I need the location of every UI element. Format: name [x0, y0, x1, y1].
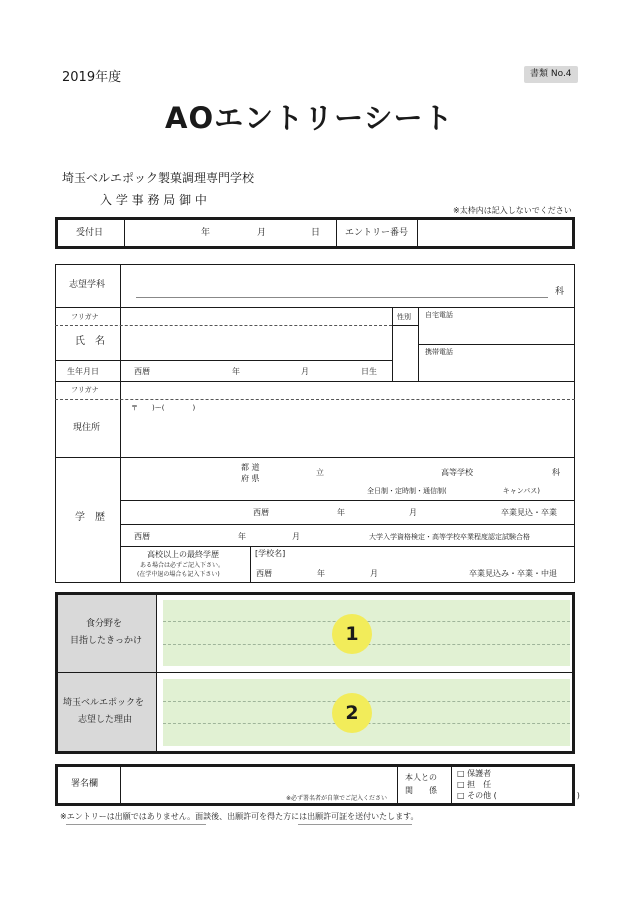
doc-number: 書類 No.4 [530, 69, 572, 79]
postal-code: 〒 )ー( ) [131, 404, 196, 412]
hs-grad-year: 年 [337, 508, 345, 517]
relation-label-line2: 関 係 [405, 786, 437, 795]
q2-label-line2: 志望した理由 [78, 715, 133, 725]
school-name: 埼玉ベルエポック製菓調理専門学校 [62, 171, 255, 185]
exam-month: 月 [292, 532, 300, 541]
hs-grad-status: 卒業見込・卒業 [501, 508, 557, 517]
name-input[interactable] [122, 327, 390, 359]
form-year: 2019年度 [62, 70, 122, 85]
final-grad-status: 卒業見込み・卒業・中退 [469, 569, 557, 578]
relation-teacher-checkbox[interactable]: □ 担 任 [457, 780, 492, 789]
establishment: 立 [316, 468, 324, 477]
final-education-label: 高校以上の最終学歴 [147, 550, 219, 559]
hs-grad-month: 月 [409, 508, 417, 517]
course-types: 全日制・定時制・通信制( キャンパス) [367, 487, 540, 495]
bold-frame-note: ※太枠内は記入しないでください [453, 206, 572, 215]
q1-marker: 1 [332, 614, 372, 654]
birth-label: 生年月日 [67, 367, 99, 376]
dept-suffix: 科 [555, 287, 565, 297]
education-label: 学 歴 [75, 512, 105, 523]
hs-grad-era: 西暦 [253, 508, 269, 517]
high-school-dept: 科 [552, 468, 560, 477]
receipt-year: 年 [201, 228, 211, 238]
birth-day-suffix: 日生 [361, 367, 377, 376]
address-label: 現住所 [73, 423, 101, 433]
final-year: 年 [317, 569, 325, 578]
final-era: 西暦 [256, 569, 272, 578]
office-name: 入 学 事 務 局 御 中 [100, 193, 207, 207]
mobile-phone-label: 携帯電話 [425, 348, 453, 356]
birth-year: 年 [232, 367, 240, 376]
gender-label: 性別 [397, 313, 411, 321]
birth-era: 西暦 [134, 367, 150, 376]
receipt-day: 日 [311, 228, 321, 238]
final-education-note1: ある場合は必ずご記入下さい。 [140, 562, 225, 569]
relation-other-checkbox[interactable]: □ その他 ( ) [457, 791, 580, 800]
receipt-date-label: 受付日 [76, 228, 104, 238]
exam-era: 西暦 [134, 532, 150, 541]
q2-label-line1: 埼玉ベルエポックを [63, 698, 145, 708]
gender-input[interactable] [393, 326, 417, 380]
birth-month: 月 [301, 367, 309, 376]
relation-guardian-checkbox[interactable]: □ 保護者 [457, 769, 492, 778]
signature-input[interactable] [123, 768, 395, 794]
relation-label-line1: 本人との [405, 773, 437, 782]
entry-number-label: エントリー番号 [345, 228, 409, 238]
dept-label: 志望学科 [69, 280, 106, 290]
exam-pass-label: 大学入学資格検定・高等学校卒業程度認定試験合格 [369, 533, 530, 541]
prefecture-line1: 都 道 [241, 463, 260, 472]
signature-label: 署名欄 [71, 779, 99, 789]
dept-input-line[interactable] [136, 297, 548, 298]
name-label: 氏 名 [75, 336, 105, 347]
page-title: AOエントリーシート [165, 101, 454, 135]
footer-note: ※エントリーは出願ではありません。面談後、出願許可を得た方には出願許可証を送付いたします。 [60, 812, 419, 821]
final-education-note2: (在学中退の場合も記入下さい) [137, 571, 220, 578]
doc-number-badge [524, 66, 578, 83]
exam-year: 年 [238, 532, 246, 541]
home-phone-label: 自宅電話 [425, 311, 453, 319]
q2-marker: 2 [332, 693, 372, 733]
signature-note: ※必ず署名者が自筆でご記入ください [286, 795, 388, 802]
q1-label-line1: 食分野を [86, 619, 123, 629]
address-furigana-label: フリガナ [71, 386, 99, 394]
q1-label-line2: 目指したきっかけ [70, 636, 143, 646]
name-furigana-label: フリガナ [71, 313, 99, 321]
high-school-label: 高等学校 [441, 468, 473, 477]
school-name-label: [学校名] [255, 549, 286, 558]
final-month: 月 [370, 569, 378, 578]
address-input[interactable] [122, 416, 572, 454]
receipt-month: 月 [257, 228, 267, 238]
prefecture-line2: 府 県 [241, 474, 260, 483]
